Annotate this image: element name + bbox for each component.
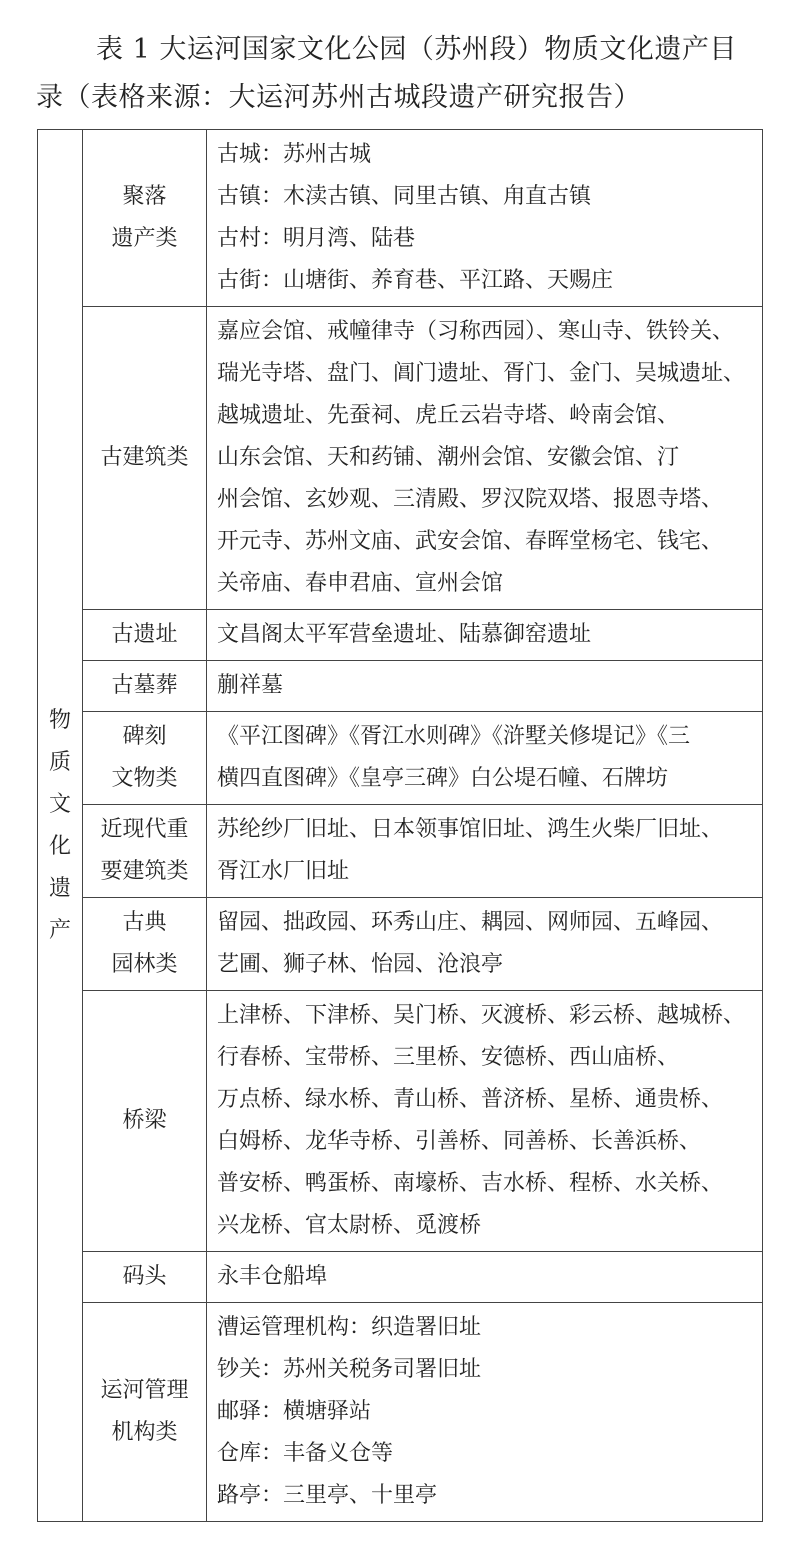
category-label: 要建筑类 xyxy=(100,859,189,884)
content-line: 古村：明月湾、陆巷 xyxy=(217,226,416,251)
content-line: 文昌阁太平军营垒遗址、陆慕御窑遗址 xyxy=(217,622,592,647)
content-cell xyxy=(207,805,763,898)
category-cell xyxy=(83,661,207,712)
heritage-table xyxy=(37,129,763,1522)
content-line: 上津桥、下津桥、吴门桥、灭渡桥、彩云桥、越城桥、 xyxy=(217,1003,746,1028)
content-cell xyxy=(207,130,763,307)
content-line: 古城：苏州古城 xyxy=(217,142,372,167)
content-line: 苏纶纱厂旧址、日本领事馆旧址、鸿生火柴厂旧址、 xyxy=(217,817,724,842)
category-cell xyxy=(83,610,207,661)
content-line: 山东会馆、天和药铺、潮州会馆、安徽会馆、汀 xyxy=(217,445,680,470)
category-label: 古墓葬 xyxy=(111,673,178,698)
table-row xyxy=(38,898,763,991)
main-category-char: 遗 xyxy=(48,875,71,901)
category-cell xyxy=(83,805,207,898)
main-category-char: 质 xyxy=(48,749,71,775)
content-line: 漕运管理机构：织造署旧址 xyxy=(217,1315,482,1340)
content-line: 万点桥、绿水桥、青山桥、普济桥、星桥、通贵桥、 xyxy=(217,1087,724,1112)
content-cell xyxy=(207,991,763,1252)
content-line: 邮驿：横塘驿站 xyxy=(217,1399,372,1424)
content-line: 《平江图碑》《胥江水则碑》《浒墅关修堤记》《三 xyxy=(217,724,691,749)
category-label: 文物类 xyxy=(111,766,178,791)
table-row xyxy=(38,661,763,712)
content-line: 兴龙桥、官太尉桥、觅渡桥 xyxy=(217,1213,482,1238)
category-label: 遗产类 xyxy=(111,226,178,251)
content-line: 胥江水厂旧址 xyxy=(217,859,350,884)
category-cell xyxy=(83,1303,207,1522)
main-category-cell xyxy=(38,130,83,1522)
caption-line-2: 录（表格来源：大运河苏州古城段遗产研究报告） xyxy=(36,82,641,113)
content-line: 行春桥、宝带桥、三里桥、安德桥、西山庙桥、 xyxy=(217,1045,680,1070)
category-label: 运河管理 xyxy=(100,1378,189,1403)
category-cell xyxy=(83,1252,207,1303)
table-row xyxy=(38,712,763,805)
table-row xyxy=(38,805,763,898)
content-line: 越城遗址、先蚕祠、虎丘云岩寺塔、岭南会馆、 xyxy=(217,403,680,428)
category-cell xyxy=(83,307,207,610)
content-line: 蒯祥墓 xyxy=(217,673,284,698)
content-line: 关帝庙、春申君庙、宣州会馆 xyxy=(217,571,504,596)
main-category-char: 文 xyxy=(48,791,71,817)
category-cell xyxy=(83,712,207,805)
content-line: 仓库：丰备义仓等 xyxy=(217,1441,394,1466)
content-line: 路亭：三里亭、十里亭 xyxy=(217,1483,438,1508)
category-label: 古典 xyxy=(122,910,167,935)
category-label: 古遗址 xyxy=(111,622,178,647)
content-line: 白姆桥、龙华寺桥、引善桥、同善桥、长善浜桥、 xyxy=(217,1129,702,1154)
content-line: 嘉应会馆、戒幢律寺（习称西园）、寒山寺、铁铃关、 xyxy=(217,319,735,344)
content-line: 留园、拙政园、环秀山庄、耦园、网师园、五峰园、 xyxy=(217,910,724,935)
content-line: 艺圃、狮子林、怡园、沧浪亭 xyxy=(217,952,504,977)
category-label: 近现代重 xyxy=(100,817,189,842)
category-label: 聚落 xyxy=(122,184,167,209)
category-label: 机构类 xyxy=(111,1420,178,1445)
content-line: 州会馆、玄妙观、三清殿、罗汉院双塔、报恩寺塔、 xyxy=(217,487,724,512)
main-category-char: 物 xyxy=(48,707,71,733)
category-label: 园林类 xyxy=(111,952,178,977)
category-label: 桥梁 xyxy=(122,1108,167,1133)
main-category-char: 产 xyxy=(48,917,71,943)
content-cell xyxy=(207,1252,763,1303)
content-line: 古街：山塘街、养育巷、平江路、天赐庄 xyxy=(217,268,614,293)
table-row xyxy=(38,130,763,307)
category-label: 码头 xyxy=(122,1264,167,1289)
table-row xyxy=(38,610,763,661)
main-category-char: 化 xyxy=(48,833,71,859)
table-row xyxy=(38,1303,763,1522)
content-line: 永丰仓船埠 xyxy=(217,1264,328,1289)
table-row xyxy=(38,307,763,610)
category-label: 碑刻 xyxy=(122,724,167,749)
category-cell xyxy=(83,991,207,1252)
content-line: 瑞光寺塔、盘门、阊门遗址、胥门、金门、吴城遗址、 xyxy=(217,361,746,386)
content-cell xyxy=(207,712,763,805)
content-line: 钞关：苏州关税务司署旧址 xyxy=(217,1357,482,1382)
content-cell xyxy=(207,898,763,991)
content-line: 开元寺、苏州文庙、武安会馆、春晖堂杨宅、钱宅、 xyxy=(217,529,724,554)
content-line: 普安桥、鸭蛋桥、南壕桥、吉水桥、程桥、水关桥、 xyxy=(217,1171,724,1196)
content-cell xyxy=(207,610,763,661)
content-line: 横四直图碑》《皇亭三碑》白公堤石幢、石牌坊 xyxy=(217,766,669,791)
category-cell xyxy=(83,130,207,307)
content-cell xyxy=(207,661,763,712)
category-label: 古建筑类 xyxy=(100,445,189,470)
caption-line-1: 表 1 大运河国家文化公园（苏州段）物质文化遗产目 xyxy=(96,34,737,65)
category-cell xyxy=(83,898,207,991)
content-cell xyxy=(207,307,763,610)
content-cell xyxy=(207,1303,763,1522)
content-line: 古镇：木渎古镇、同里古镇、甪直古镇 xyxy=(217,184,592,209)
table-row xyxy=(38,991,763,1252)
table-row xyxy=(38,1252,763,1303)
